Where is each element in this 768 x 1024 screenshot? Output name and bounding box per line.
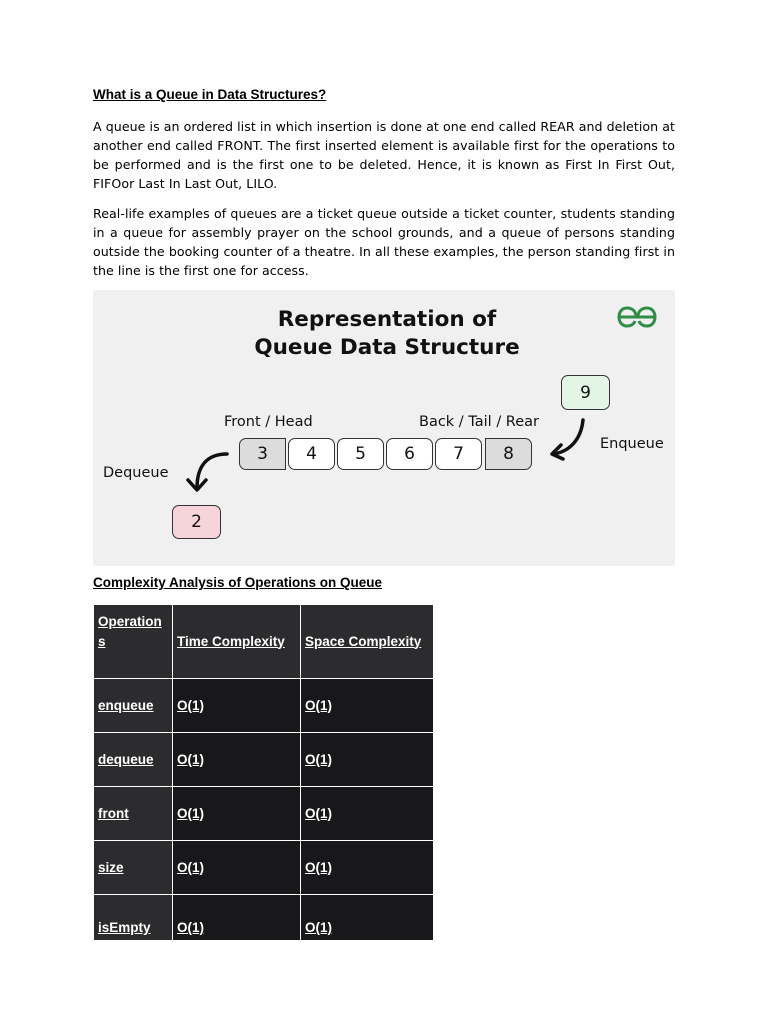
time-cell: O(1) [173, 679, 301, 733]
back-tail-rear-label: Back / Tail / Rear [419, 414, 540, 430]
enqueue-arrow-icon [545, 416, 591, 462]
queue-cell-front: 3 [239, 438, 286, 470]
complexity-heading: Complexity Analysis of Operations on Queue [93, 575, 383, 590]
time-cell: O(1) [173, 787, 301, 841]
header-operations: Operations [94, 605, 173, 679]
time-cell: O(1) [173, 895, 301, 941]
operation-cell: front [94, 787, 173, 841]
table-row [94, 841, 434, 895]
dequeue-arrow-icon [181, 450, 231, 496]
diagram-title-line2: Queue Data Structure [254, 335, 520, 360]
enqueue-label: Enqueue [600, 436, 664, 452]
space-cell: O(1) [301, 679, 434, 733]
diagram-title-line1: Representation of [277, 307, 497, 332]
queue-cell: 5 [337, 438, 384, 470]
space-cell: O(1) [301, 733, 434, 787]
queue-cell: 6 [386, 438, 433, 470]
diagram-title [253, 306, 521, 362]
table-header-row [94, 605, 434, 679]
header-space-complexity: Space Complexity [301, 605, 434, 679]
space-cell: O(1) [301, 841, 434, 895]
header-time-complexity: Time Complexity [173, 605, 301, 679]
space-cell: O(1) [301, 787, 434, 841]
front-head-label: Front / Head [224, 414, 313, 430]
table-row [94, 895, 434, 941]
complexity-table [93, 604, 434, 941]
paragraph-examples: Real-life examples of queues are a ticket queue outside a ticket counter, students standing in a queue for assembly prayer on the school grounds, and a queue of persons standing outside the booking counter of a theatre. In all these examples, the person standing first in the line is the first one for access. [93, 206, 675, 278]
time-cell: O(1) [173, 733, 301, 787]
queue-cell: 4 [288, 438, 335, 470]
queue-cell: 7 [435, 438, 482, 470]
table-row [94, 733, 434, 787]
queue-diagram [93, 290, 675, 566]
table-row [94, 787, 434, 841]
operation-cell: dequeue [94, 733, 173, 787]
dequeue-label: Dequeue [103, 465, 169, 481]
section-heading: What is a Queue in Data Structures? [93, 87, 327, 102]
table-row [94, 679, 434, 733]
operation-cell: size [94, 841, 173, 895]
dequeued-cell: 2 [172, 505, 221, 539]
space-cell: O(1) [301, 895, 434, 941]
operation-cell: isEmpty [94, 895, 173, 941]
operation-cell: enqueue [94, 679, 173, 733]
time-cell: O(1) [173, 841, 301, 895]
paragraph-definition: A queue is an ordered list in which insertion is done at one end called REAR and deletion at another end called FRONT. The first inserted element is available first for the operations to be performed and is the first one to be deleted. Hence, it is known as First In First Out, FIFOor Last In Last Out, LILO. [93, 119, 675, 191]
geeksforgeeks-logo-icon [617, 306, 657, 328]
queue-cell-rear: 8 [485, 438, 532, 470]
enqueued-cell: 9 [561, 375, 610, 410]
